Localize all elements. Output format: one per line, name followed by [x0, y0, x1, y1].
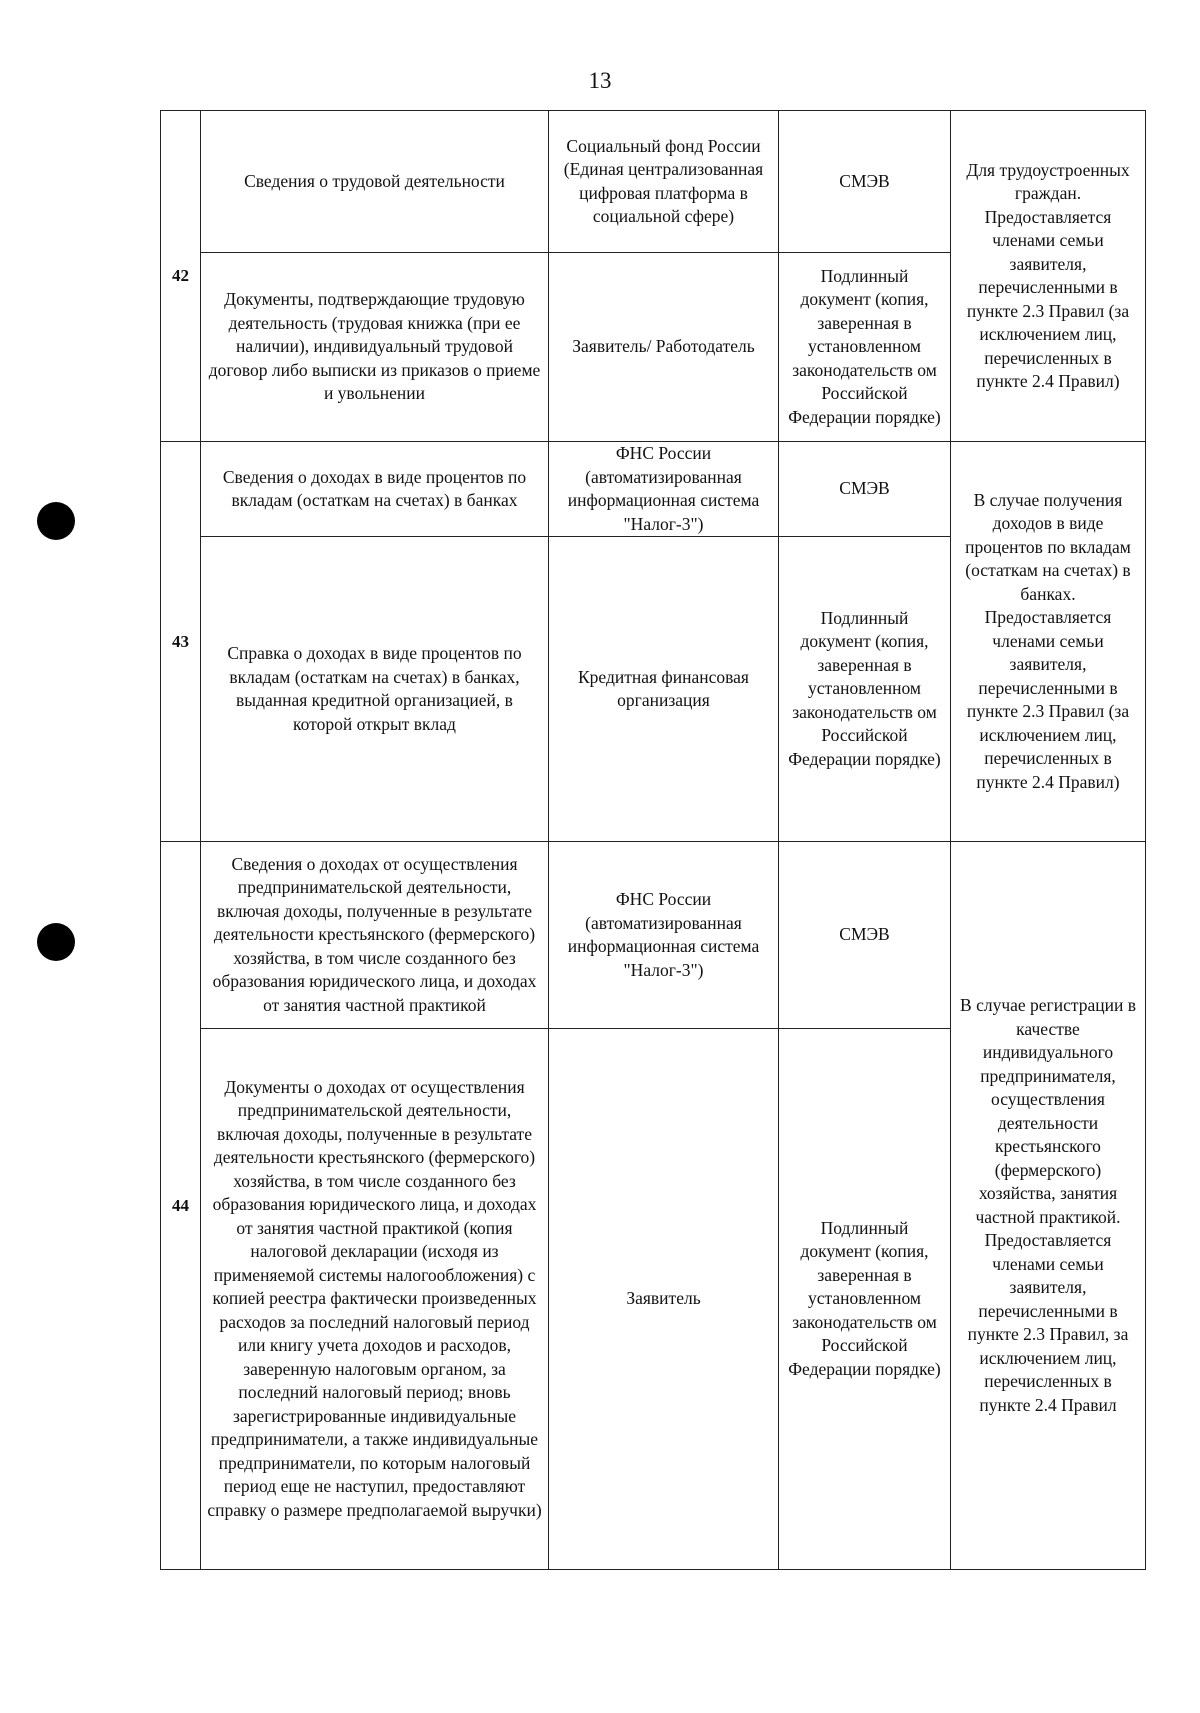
- row-number: 42: [161, 111, 201, 442]
- documents-table: [160, 110, 1146, 1570]
- source-cell: ФНС России (автоматизированная информационная система "Налог-3"): [549, 442, 779, 537]
- punch-hole-mark: [37, 502, 75, 540]
- document-cell: Справка о доходах в виде процентов по вкладам (остаткам на счетах) в банках, выданная кредитной организацией, в которой открыт вклад: [201, 537, 549, 842]
- document-cell: Сведения о трудовой деятельности: [201, 111, 549, 253]
- source-cell: ФНС России (автоматизированная информационная система "Налог-3"): [549, 842, 779, 1029]
- table-row: [161, 842, 1146, 1029]
- table-row: [161, 111, 1146, 253]
- method-cell: СМЭВ: [779, 842, 951, 1029]
- note-cell: Для трудоустроенных граждан. Предоставляется членами семьи заявителя, перечисленными в пункте 2.3 Правил (за исключением лиц, перечисленных в пункте 2.4 Правил): [951, 111, 1146, 442]
- source-cell: Кредитная финансовая организация: [549, 537, 779, 842]
- table-row: [161, 442, 1146, 537]
- source-cell: Заявитель/ Работодатель: [549, 253, 779, 442]
- source-cell: Социальный фонд России (Единая централизованная цифровая платформа в социальной сфере): [549, 111, 779, 253]
- document-cell: Документы, подтверждающие трудовую деятельность (трудовая книжка (при ее наличии), индивидуальный трудовой договор либо выписки из приказов о приеме и увольнении: [201, 253, 549, 442]
- document-cell: Документы о доходах от осуществления предпринимательской деятельности, включая доходы, полученные в результате деятельности крестьянского (фермерского) хозяйства, в том числе созданного без образования юридического лица, и доходах от занятия частной практикой (копия налоговой декларации (исходя из применяемой системы налогообложения) с копией реестра фактически произведенных расходов за последний налоговый период или книгу учета доходов и расходов, заверенную налоговым органом, за последний налоговый период; вновь зарегистрированные индивидуальные предприниматели, а также индивидуальные предприниматели, по которым налоговый период еще не наступил, предоставляют справку о размере предполагаемой выручки): [201, 1029, 549, 1570]
- method-cell: СМЭВ: [779, 111, 951, 253]
- method-cell: Подлинный документ (копия, заверенная в установленном законодательств ом Российской Федерации порядке): [779, 537, 951, 842]
- row-number: 43: [161, 442, 201, 842]
- note-cell: В случае регистрации в качестве индивидуального предпринимателя, осуществления деятельности крестьянского (фермерского) хозяйства, занятия частной практикой. Предоставляется членами семьи заявителя, перечисленными в пункте 2.3 Правил, за исключением лиц, перечисленных в пункте 2.4 Правил: [951, 842, 1146, 1570]
- row-number: 44: [161, 842, 201, 1570]
- punch-hole-mark: [37, 923, 75, 961]
- note-cell: В случае получения доходов в виде процентов по вкладам (остаткам на счетах) в банках. Предоставляется членами семьи заявителя, перечисленными в пункте 2.3 Правил (за исключением лиц, перечисленных в пункте 2.4 Правил): [951, 442, 1146, 842]
- source-cell: Заявитель: [549, 1029, 779, 1570]
- method-cell: СМЭВ: [779, 442, 951, 537]
- document-cell: Сведения о доходах от осуществления предпринимательской деятельности, включая доходы, полученные в результате деятельности крестьянского (фермерского) хозяйства, в том числе созданного без образования юридического лица, и доходах от занятия частной практикой: [201, 842, 549, 1029]
- method-cell: Подлинный документ (копия, заверенная в установленном законодательств ом Российской Федерации порядке): [779, 253, 951, 442]
- page-number: 13: [588, 68, 612, 93]
- document-cell: Сведения о доходах в виде процентов по вкладам (остаткам на счетах) в банках: [201, 442, 549, 537]
- method-cell: Подлинный документ (копия, заверенная в установленном законодательств ом Российской Федерации порядке): [779, 1029, 951, 1570]
